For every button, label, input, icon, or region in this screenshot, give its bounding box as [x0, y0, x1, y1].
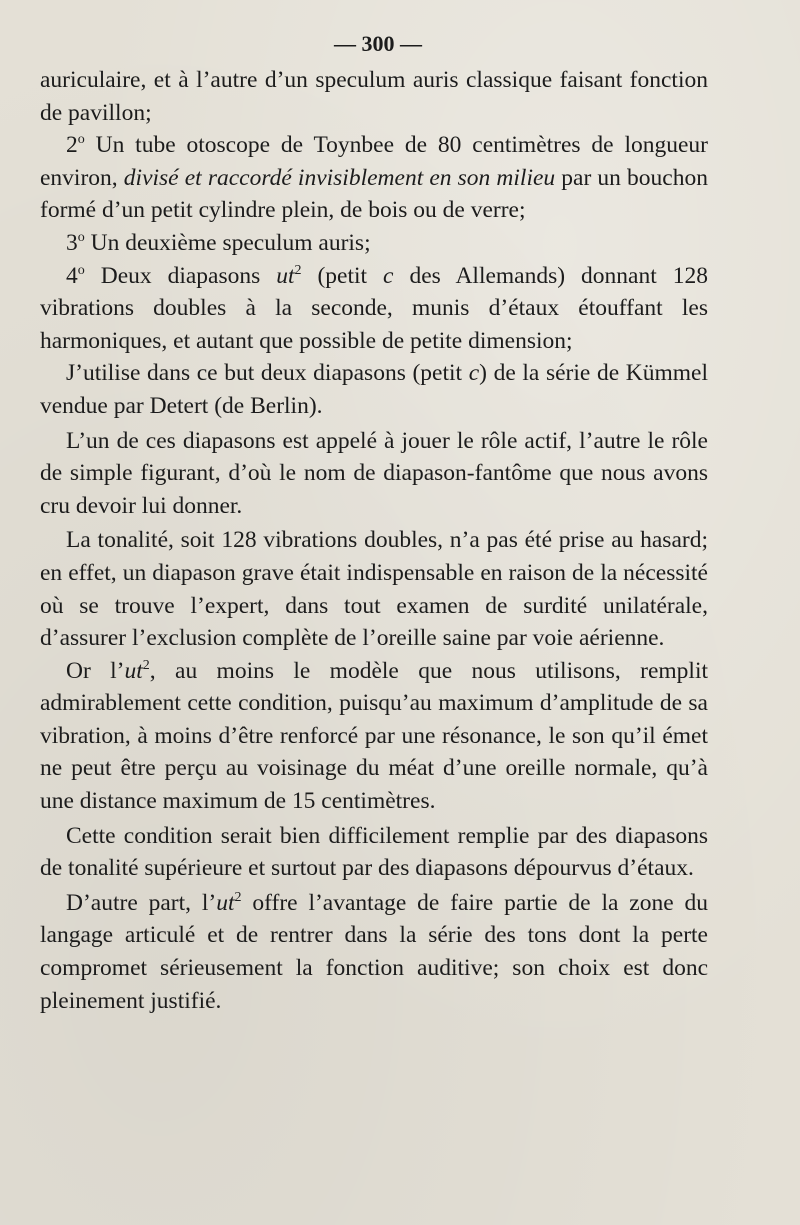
c-note: c: [468, 360, 480, 387]
paragraph-5-pre: J’utilise dans ce but deux diapasons (petit: [66, 360, 469, 387]
paragraph-8-post: , au moins le modèle que nous utilisons, remplit admirablement cette condition, puisqu’au maximum d’amplitude de sa vibration, à moins d’être renforcé par une résonance, le son qu’il émet ne peut être perçu au voisinage du méat d’une oreille normale, qu’à une distance maximum de 15 centimètres.: [40, 657, 708, 815]
item-number: 2: [66, 132, 78, 159]
item-number: 4: [66, 262, 78, 289]
degree-mark: o: [77, 262, 85, 278]
degree-mark: o: [77, 230, 85, 246]
paragraph-7-text: La tonalité, soit 128 vibrations doubles, n’a pas été prise au hasard; en effet, un diapason grave était indispensable en raison de la nécessité où se trouve l’expert, dans tout examen de surdité unilatérale, d’assurer l’exclusion complète de l’oreille saine par voie aérienne.: [40, 527, 708, 652]
ut-superscript: 2: [234, 890, 242, 906]
paragraph-6-text: L’un de ces diapasons est appelé à jouer le rôle actif, l’autre le rôle de simple figurant, d’où le nom de diapason-fantôme que nous avons cru devoir lui donner.: [40, 427, 708, 519]
paragraph-9-text: Cette condition serait bien difficilement remplie par des diapasons de tonalité supérieure et surtout par des diapasons dépourvus d’étaux.: [40, 822, 708, 882]
paragraph-7: [40, 524, 708, 654]
paragraph-8-pre: Or l’: [66, 657, 125, 684]
degree-mark: o: [77, 132, 85, 148]
ut-superscript: 2: [294, 262, 302, 278]
paragraph-3-text: Un deuxième speculum auris;: [84, 229, 371, 256]
ut-note: ut: [216, 889, 235, 916]
paragraph-5: [40, 357, 708, 422]
paragraph-3: [40, 227, 708, 260]
item-number: 3: [66, 229, 78, 256]
paragraph-10: [40, 887, 708, 1017]
paragraph-2-post: par un bouchon formé d’un petit cylindre plein, de bois ou de verre;: [40, 164, 708, 224]
paragraph-1-text: auriculaire, et à l’autre d’un speculum auris classique faisant fonction de pavillon;: [40, 67, 708, 126]
paragraph-4-mid: (petit: [301, 262, 384, 289]
paragraph-2-pre: Un tube otoscope de Toynbee de 80 centimètres de longueur environ,: [40, 132, 708, 191]
ut-superscript: 2: [142, 657, 150, 673]
paragraph-6: [40, 425, 708, 523]
paragraph-4-post: des Allemands) donnant 128 vibrations doubles à la seconde, munis d’étaux étouffant les harmoniques, et autant que possible de petite dimension;: [40, 262, 708, 354]
paragraph-5-post: ) de la série de Kümmel vendue par Detert (de Berlin).: [40, 360, 708, 419]
paragraph-4: [40, 260, 708, 358]
page-number: — 300 —: [334, 31, 422, 56]
paragraph-4-pre: Deux diapasons: [84, 262, 277, 289]
ut-note: ut: [124, 657, 143, 684]
paragraph-10-pre: D’autre part, l’: [66, 889, 217, 916]
paragraph-9: [40, 820, 708, 885]
paragraph-1: [40, 64, 708, 129]
paragraph-2: [40, 129, 708, 227]
paragraph-8: [40, 655, 708, 818]
ut-note: ut: [276, 262, 295, 289]
paragraph-10-post: offre l’avantage de faire partie de la zone du langage articulé et de rentrer dans la série des tons dont la perte compromet sérieusement la fonction auditive; son choix est donc pleinement justifié.: [40, 889, 708, 1014]
paragraph-2-italic: divisé et raccordé invisiblement en son milieu: [123, 164, 556, 191]
c-note: c: [383, 262, 394, 289]
